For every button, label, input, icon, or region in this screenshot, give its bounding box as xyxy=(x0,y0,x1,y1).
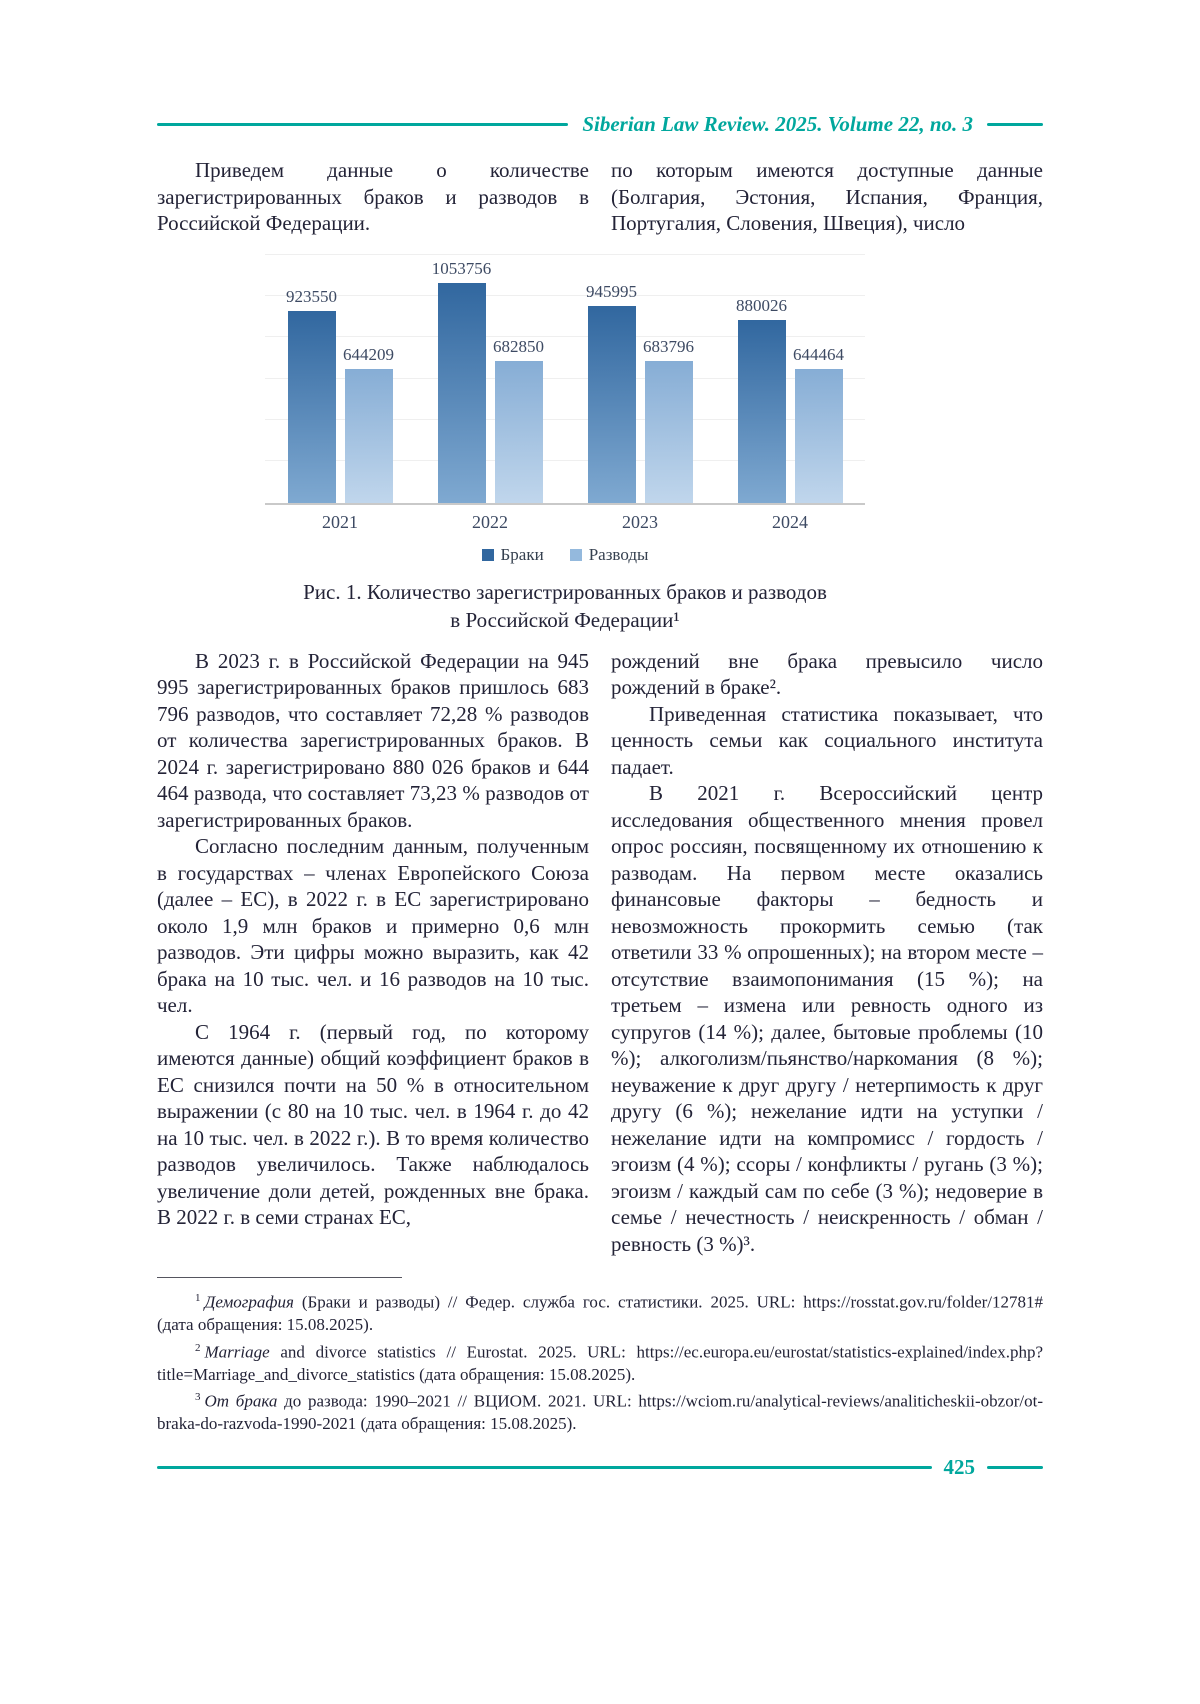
bar-group-2022 xyxy=(415,259,565,503)
chart-legend xyxy=(265,545,865,565)
figure-caption-line2: в Российской Федерации¹ xyxy=(450,607,680,632)
header-rule-left xyxy=(157,123,568,126)
bar-braki-2022 xyxy=(438,283,486,503)
bar-braki-2021 xyxy=(288,311,336,503)
header-rule-right xyxy=(987,123,1043,126)
bar-group-2023 xyxy=(565,282,715,503)
footer-rule-left xyxy=(157,1466,932,1469)
bar-wrap xyxy=(795,345,843,503)
legend-swatch-icon xyxy=(570,549,582,561)
legend-item-razvody xyxy=(570,545,649,565)
bar-razvody-2021 xyxy=(345,369,393,503)
bar-wrap xyxy=(345,345,393,503)
body-paragraph: С 1964 г. (первый год, по которому имеются данные) общий коэффициент браков в ЕС снизился почти на 50 % в относительном выражении (с 80 на 10 тыс. чел. в 1964 г. до 42 на 10 тыс. чел. в 2022 г.). В то время количество разводов увеличилось. Также наблюдалось увеличение доли детей, рожденных вне брака. В 2022 г. в семи странах ЕС, xyxy=(157,1019,589,1229)
bar-wrap xyxy=(495,337,543,503)
bar-razvody-2024 xyxy=(795,369,843,503)
legend-item-braki xyxy=(482,545,544,565)
bar-value-label: 945995 xyxy=(586,281,637,301)
x-label-2022: 2022 xyxy=(472,511,508,532)
bar-value-label: 644464 xyxy=(793,344,844,364)
footnote-text: and divorce statistics // Eurostat. 2025. URL: https://ec.europa.eu/eurostat/statistics-explained/index.php?title=Marriage_and_divorce_statistics (дата обращения: 15.08.2025). xyxy=(157,1342,1043,1384)
x-label-2023: 2023 xyxy=(622,511,658,532)
figure-caption-line1: Рис. 1. Количество зарегистрированных браков и разводов xyxy=(303,579,827,604)
journal-title: Siberian Law Review. 2025. Volume 22, no. 3 xyxy=(582,112,973,136)
bar-value-label: 683796 xyxy=(643,336,694,356)
footnote-italic-lead: Демография xyxy=(204,1292,294,1312)
footnote-marker: 3 xyxy=(195,1391,201,1404)
bar-wrap xyxy=(288,287,336,503)
intro-paragraph-right: по которым имеются доступные данные (Болгария, Эстония, Испания, Франция, Португалия, Словения, Швеция), число xyxy=(611,158,1043,235)
page-footer xyxy=(157,1455,1043,1480)
intro-right-column xyxy=(611,157,1043,237)
chart-plot xyxy=(265,255,865,505)
body-paragraph: В 2023 г. в Российской Федерации на 945 995 зарегистрированных браков пришлось 683 796 разводов, что составляет 72,28 % разводов от количества зарегистрированных браков. В 2024 г. зарегистрировано 880 026 браков и 644 464 развода, что составляет 73,23 % разводов от зарегистрированных браков. xyxy=(157,648,589,832)
intro-paragraph-left: Приведем данные о количестве зарегистрированных браков и разводов в Российской Федерации. xyxy=(157,158,589,235)
footnote-3 xyxy=(157,1386,1043,1436)
legend-label: Разводы xyxy=(588,544,649,564)
footnote-italic-lead: От брака xyxy=(204,1391,278,1411)
bar-value-label: 644209 xyxy=(343,344,394,364)
figure-1 xyxy=(265,255,865,634)
figure-caption xyxy=(265,578,865,634)
footnote-1 xyxy=(157,1287,1043,1337)
bar-razvody-2022 xyxy=(495,361,543,503)
body-paragraph: В 2021 г. Всероссийский центр исследования общественного мнения провел опрос россиян, посвященному их отношению к разводам. На первом месте оказались финансовые факторы – бедность и невозможность прокормить семью (так ответили 33 % опрошенных); на втором месте – отсутствие взаимопонимания (15 %); на третьем – измена или ревность одного из супругов (14 %); далее, бытовые проблемы (10 %); алкоголизм/пьянство/наркомания (8 %); неуважение к друг другу / нетерпимость к друг другу (6 %); нежелание идти на уступки / нежелание идти на компромисс / гордость / эгоизм (4 %); ссоры / конфликты / ругань (3 %); эгоизм / каждый сам по себе (3 %); недоверие в семье / нечестность / неискренность / обман / ревность (3 %)³. xyxy=(611,781,1043,1256)
bar-group-2024 xyxy=(715,296,865,503)
bar-braki-2023 xyxy=(588,306,636,503)
footer-rule-right xyxy=(987,1466,1043,1469)
bar-razvody-2023 xyxy=(645,361,693,503)
x-label-2024: 2024 xyxy=(772,511,808,532)
footnote-text: (Браки и разводы) // Федер. служба гос. статистики. 2025. URL: https://rosstat.gov.ru/folder/12781# (дата обращения: 15.08.2025). xyxy=(157,1292,1043,1335)
bar-value-label: 923550 xyxy=(286,286,337,306)
chart-x-labels xyxy=(265,512,865,533)
x-label-2021: 2021 xyxy=(322,511,358,532)
bar-wrap xyxy=(738,296,786,503)
body-paragraph: Согласно последним данным, полученным в государствах – членах Европейского Союза (далее – ЕС), в 2022 г. в ЕС зарегистрировано около 1,9 млн браков и примерно 0,6 млн разводов. Эти цифры можно выразить, как 42 брака на 10 тыс. чел. и 16 разводов на 10 тыс. чел. xyxy=(157,834,589,1017)
intro-section xyxy=(157,157,1043,237)
bar-braki-2024 xyxy=(738,320,786,503)
footnote-2 xyxy=(157,1337,1043,1387)
footnote-marker: 2 xyxy=(195,1341,201,1354)
footnote-marker: 1 xyxy=(195,1292,201,1304)
body-paragraph: рождений вне брака превысило число рождений в браке². xyxy=(611,648,1043,699)
page-number: 425 xyxy=(943,1455,975,1479)
body-paragraph: Приведенная статистика показывает, что ценность семьи как социального института падает. xyxy=(611,701,1043,779)
bar-group-2021 xyxy=(265,287,415,503)
bar-value-label: 682850 xyxy=(493,336,544,356)
bar-value-label: 1053756 xyxy=(431,258,492,278)
footnotes-section xyxy=(157,1277,1043,1436)
page-header xyxy=(157,112,1043,137)
footnote-text: до развода: 1990–2021 // ВЦИОМ. 2021. URL: https://wciom.ru/analytical-reviews/analiticheskii-obzor/ot-braka-do-razvoda-1990-2021 (дата обращения: 15.08.2025). xyxy=(157,1391,1044,1434)
body-right-column xyxy=(611,648,1043,1258)
intro-left-column xyxy=(157,157,589,237)
legend-label: Браки xyxy=(500,544,544,564)
bar-groups xyxy=(265,255,865,503)
legend-swatch-icon xyxy=(482,549,494,561)
body-section xyxy=(157,648,1043,1258)
footnote-separator xyxy=(157,1277,402,1278)
bar-value-label: 880026 xyxy=(736,295,787,315)
bar-wrap xyxy=(645,337,693,503)
bar-wrap xyxy=(431,258,492,503)
bar-wrap xyxy=(588,282,636,503)
footnote-italic-lead: Marriage xyxy=(204,1342,270,1362)
body-left-column xyxy=(157,648,589,1258)
